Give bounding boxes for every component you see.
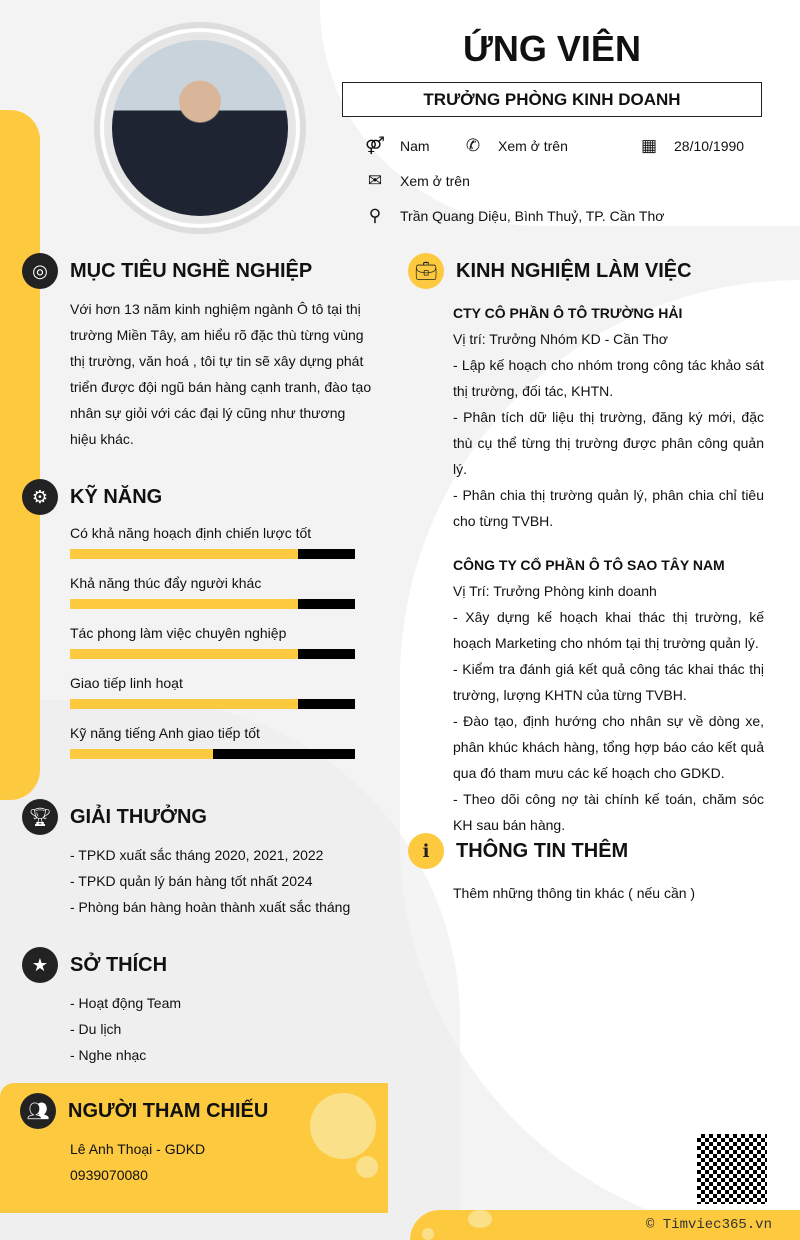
hobby-item: - Hoạt động Team (70, 995, 182, 1011)
briefcase-icon: 💼︎ (408, 253, 444, 289)
accent-bar (0, 110, 40, 800)
job-duty: - Phân tích dữ liệu thị trường, đăng ký mới, đặc thù cụ thể từng thị trường được phân công quản lý. (453, 409, 764, 477)
target-icon: ◎ (22, 253, 58, 289)
email-info (364, 171, 470, 191)
skill-bar (70, 749, 355, 759)
hobbies-heading (22, 947, 167, 983)
section-title: SỞ THÍCH (70, 953, 168, 976)
skill-bar (70, 599, 355, 609)
info-icon: ℹ (408, 833, 444, 869)
skill-item (70, 625, 355, 659)
job-duty: - Đào tạo, định hướng cho nhân sự về dòng xe, phân khúc khách hàng, tổng hợp báo cáo kết quả qua đó tham mưu các kế hoạch cho GDKD. (453, 713, 764, 781)
skills-heading (22, 479, 162, 515)
location-pin-icon: ⚲ (368, 206, 382, 225)
additional-text: Thêm những thông tin khác ( nếu cần ) (453, 885, 696, 901)
email-text: Xem ở trên (400, 173, 470, 189)
job-position: Vị Trí: Trưởng Phòng kinh doanh (453, 583, 657, 599)
skill-bar-fill (70, 549, 298, 559)
job-duty: - Theo dõi công nợ tài chính kế toán, chăm sóc KH sau bán hàng. (453, 791, 764, 833)
qr-code (693, 1130, 771, 1208)
skill-bar-fill (70, 599, 298, 609)
skill-bar (70, 549, 355, 559)
job-position: Vị trí: Trưởng Nhóm KD - Cần Thơ (453, 331, 668, 347)
job-entry (453, 552, 764, 838)
references-info (70, 1136, 205, 1188)
calendar-icon: ▦ (640, 136, 658, 155)
company-name: CÔNG TY CỔ PHẦN Ô TÔ SAO TÂY NAM (453, 557, 725, 573)
hobby-item: - Du lịch (70, 1021, 122, 1037)
footer (410, 1210, 800, 1240)
phone-info (462, 136, 568, 156)
skill-item (70, 725, 355, 759)
section-title: KINH NGHIỆM LÀM VIỆC (456, 259, 692, 282)
experience-list (453, 300, 764, 838)
decor-circle (422, 1228, 434, 1240)
skill-bar (70, 649, 355, 659)
hobbies-list (70, 990, 181, 1068)
additional-heading (408, 833, 628, 869)
address-text: Trần Quang Diệu, Bình Thuỷ, TP. Cần Thơ (400, 208, 665, 224)
skill-label: Khả năng thúc đẩy người khác (70, 575, 262, 591)
job-duty: - Phân chia thị trường quản lý, phân chia chỉ tiêu cho từng TVBH. (453, 487, 764, 529)
envelope-icon: ✉ (367, 171, 383, 190)
job-title: TRƯỞNG PHÒNG KINH DOANH (342, 82, 762, 117)
skill-item (70, 675, 355, 709)
award-item: - TPKD quản lý bán hàng tốt nhất 2024 (70, 873, 313, 889)
skill-bar-fill (70, 699, 298, 709)
experience-heading (408, 253, 692, 289)
references-heading (20, 1093, 268, 1129)
skill-bar-fill (70, 649, 298, 659)
skill-label: Giao tiếp linh hoạt (70, 675, 183, 691)
job-duty: - Kiểm tra đánh giá kết quả công tác khai thác thị trường, lượng KHTN của từng TVBH. (453, 661, 764, 703)
company-name: CTY CÔ PHẦN Ô TÔ TRƯỜNG HẢI (453, 305, 683, 321)
awards-list (70, 842, 350, 920)
section-title: MỤC TIÊU NGHỀ NGHIỆP (70, 259, 313, 282)
birthday-text: 28/10/1990 (674, 138, 745, 154)
section-title: GIẢI THƯỞNG (70, 805, 207, 828)
gender-text: Nam (400, 138, 430, 154)
section-title: NGƯỜI THAM CHIẾU (68, 1099, 269, 1122)
star-icon: ★ (22, 947, 58, 983)
address-info (364, 206, 664, 226)
phone-text: Xem ở trên (498, 138, 568, 154)
trophy-icon: 🏆︎ (22, 799, 58, 835)
reference-name: Lê Anh Thoại - GDKD (70, 1141, 206, 1157)
decor-circle (356, 1156, 378, 1178)
gear-icon: ⚙ (22, 479, 58, 515)
awards-heading (22, 799, 207, 835)
skill-label: Có khả năng hoạch định chiến lược tốt (70, 525, 312, 541)
reference-phone: 0939070080 (70, 1167, 148, 1183)
job-duty: - Lập kế hoạch cho nhóm trong công tác khảo sát thị trường, đối tác, KHTN. (453, 357, 764, 399)
profile-photo (100, 28, 300, 228)
job-entry (453, 300, 764, 534)
objective-heading (22, 253, 312, 289)
section-title: THÔNG TIN THÊM (456, 839, 629, 862)
decor-circle (310, 1093, 376, 1159)
job-duty: - Xây dựng kế hoạch khai thác thị trường, kế hoạch Marketing cho nhóm tại thị trường quản lý. (453, 609, 764, 651)
award-item: - Phòng bán hàng hoàn thành xuất sắc tháng (70, 899, 351, 915)
decor-circle (468, 1210, 492, 1228)
copyright-text: © Timviec365.vn (645, 1217, 772, 1233)
skill-bar (70, 699, 355, 709)
skill-item (70, 525, 355, 559)
section-title: KỸ NĂNG (70, 485, 163, 508)
skill-label: Tác phong làm việc chuyên nghiệp (70, 625, 287, 641)
hobby-item: - Nghe nhạc (70, 1047, 147, 1063)
award-item: - TPKD xuất sắc tháng 2020, 2021, 2022 (70, 847, 324, 863)
phone-icon: ✆ (465, 136, 481, 155)
birthday-info (638, 136, 744, 156)
skill-item (70, 575, 355, 609)
candidate-name: ỨNG VIÊN (463, 28, 641, 69)
skill-bar-fill (70, 749, 213, 759)
users-icon: 👥︎ (20, 1093, 56, 1129)
skill-label: Kỹ năng tiếng Anh giao tiếp tốt (70, 725, 260, 741)
objective-text: Với hơn 13 năm kinh nghiệm ngành Ô tô tại thị trường Miền Tây, am hiểu rõ đặc thù từng vùng thị trường, văn hoá , tôi tự tin sẽ xây dựng phát triển được đội ngũ bán hàng cạnh tranh, đào tạo nhân sự giỏi với các đại lý cũng như thương hiệu khác. (70, 301, 372, 447)
gender-icon: ⚤ (365, 136, 385, 155)
gender-info (364, 136, 430, 156)
